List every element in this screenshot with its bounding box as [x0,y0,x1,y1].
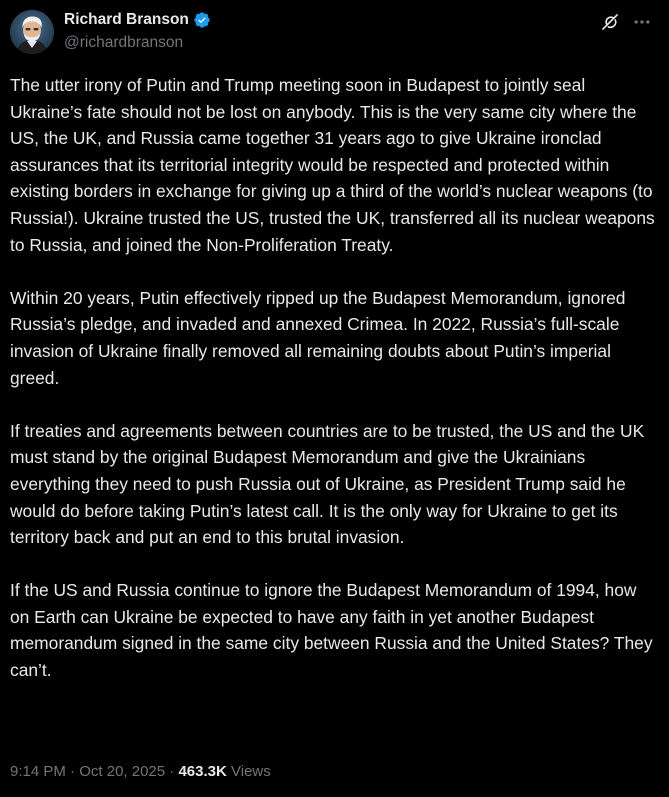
author-names [64,10,211,53]
author-handle[interactable]: @richardbranson [64,34,184,51]
tweet-paragraph: If the US and Russia continue to ignore the Budapest Memorandum of 1994, how on Earth can Ukraine be expected to have any faith in yet another Budapest memorandum signed in the same city between Russia and the United States? They can’t. [10,580,653,681]
more-options-icon[interactable] [632,12,652,32]
tweet-header [10,10,660,54]
tweet-paragraph: The utter irony of Putin and Trump meeting soon in Budapest to jointly seal Ukraine’s fate should not be lost on anybody. This is the very same city where the US, the UK, and Russia came together 31 years ago to give Ukraine ironclad assurances that its territorial integrity would be respected and protected within existing borders in exchange for giving up a third of the world’s nuclear weapons (to Russia!). Ukraine trusted the US, trusted the UK, transferred all its nuclear weapons to Russia, and joined the Non-Proliferation Treaty. [10,75,655,255]
avatar[interactable] [10,10,54,54]
views-label: Views [226,763,271,780]
display-name-row[interactable] [64,10,211,30]
meta-separator: · [65,763,80,780]
views-count[interactable]: 463.3K [178,763,227,780]
meta-separator: · [165,763,179,780]
display-name[interactable]: Richard Branson [64,11,189,28]
header-actions [600,12,652,32]
tweet-paragraph: Within 20 years, Putin effectively ripped up the Budapest Memorandum, ignored Russia’s pledge, and invaded and annexed Crimea. In 2022, Russia’s full-scale invasion of Ukraine finally removed all remaining doubts about Putin’s imperial greed. [10,287,626,388]
tweet-date[interactable]: Oct 20, 2025 [79,763,166,780]
tweet-metadata [10,762,271,782]
avatar-image [10,10,54,54]
tweet-text [10,72,660,684]
verified-badge-icon[interactable] [193,11,211,29]
grok-icon[interactable] [600,12,620,32]
tweet-time[interactable]: 9:14 PM [10,763,66,780]
tweet-paragraph: If treaties and agreements between countries are to be trusted, the US and the UK must stand by the original Budapest Memorandum and give the Ukrainians everything they need to push Russia out of Ukraine, as President Trump said he would do before taking Putin’s latest call. It is the only way for Ukraine to get its territory back and put an end to this brutal invasion. [10,420,645,548]
